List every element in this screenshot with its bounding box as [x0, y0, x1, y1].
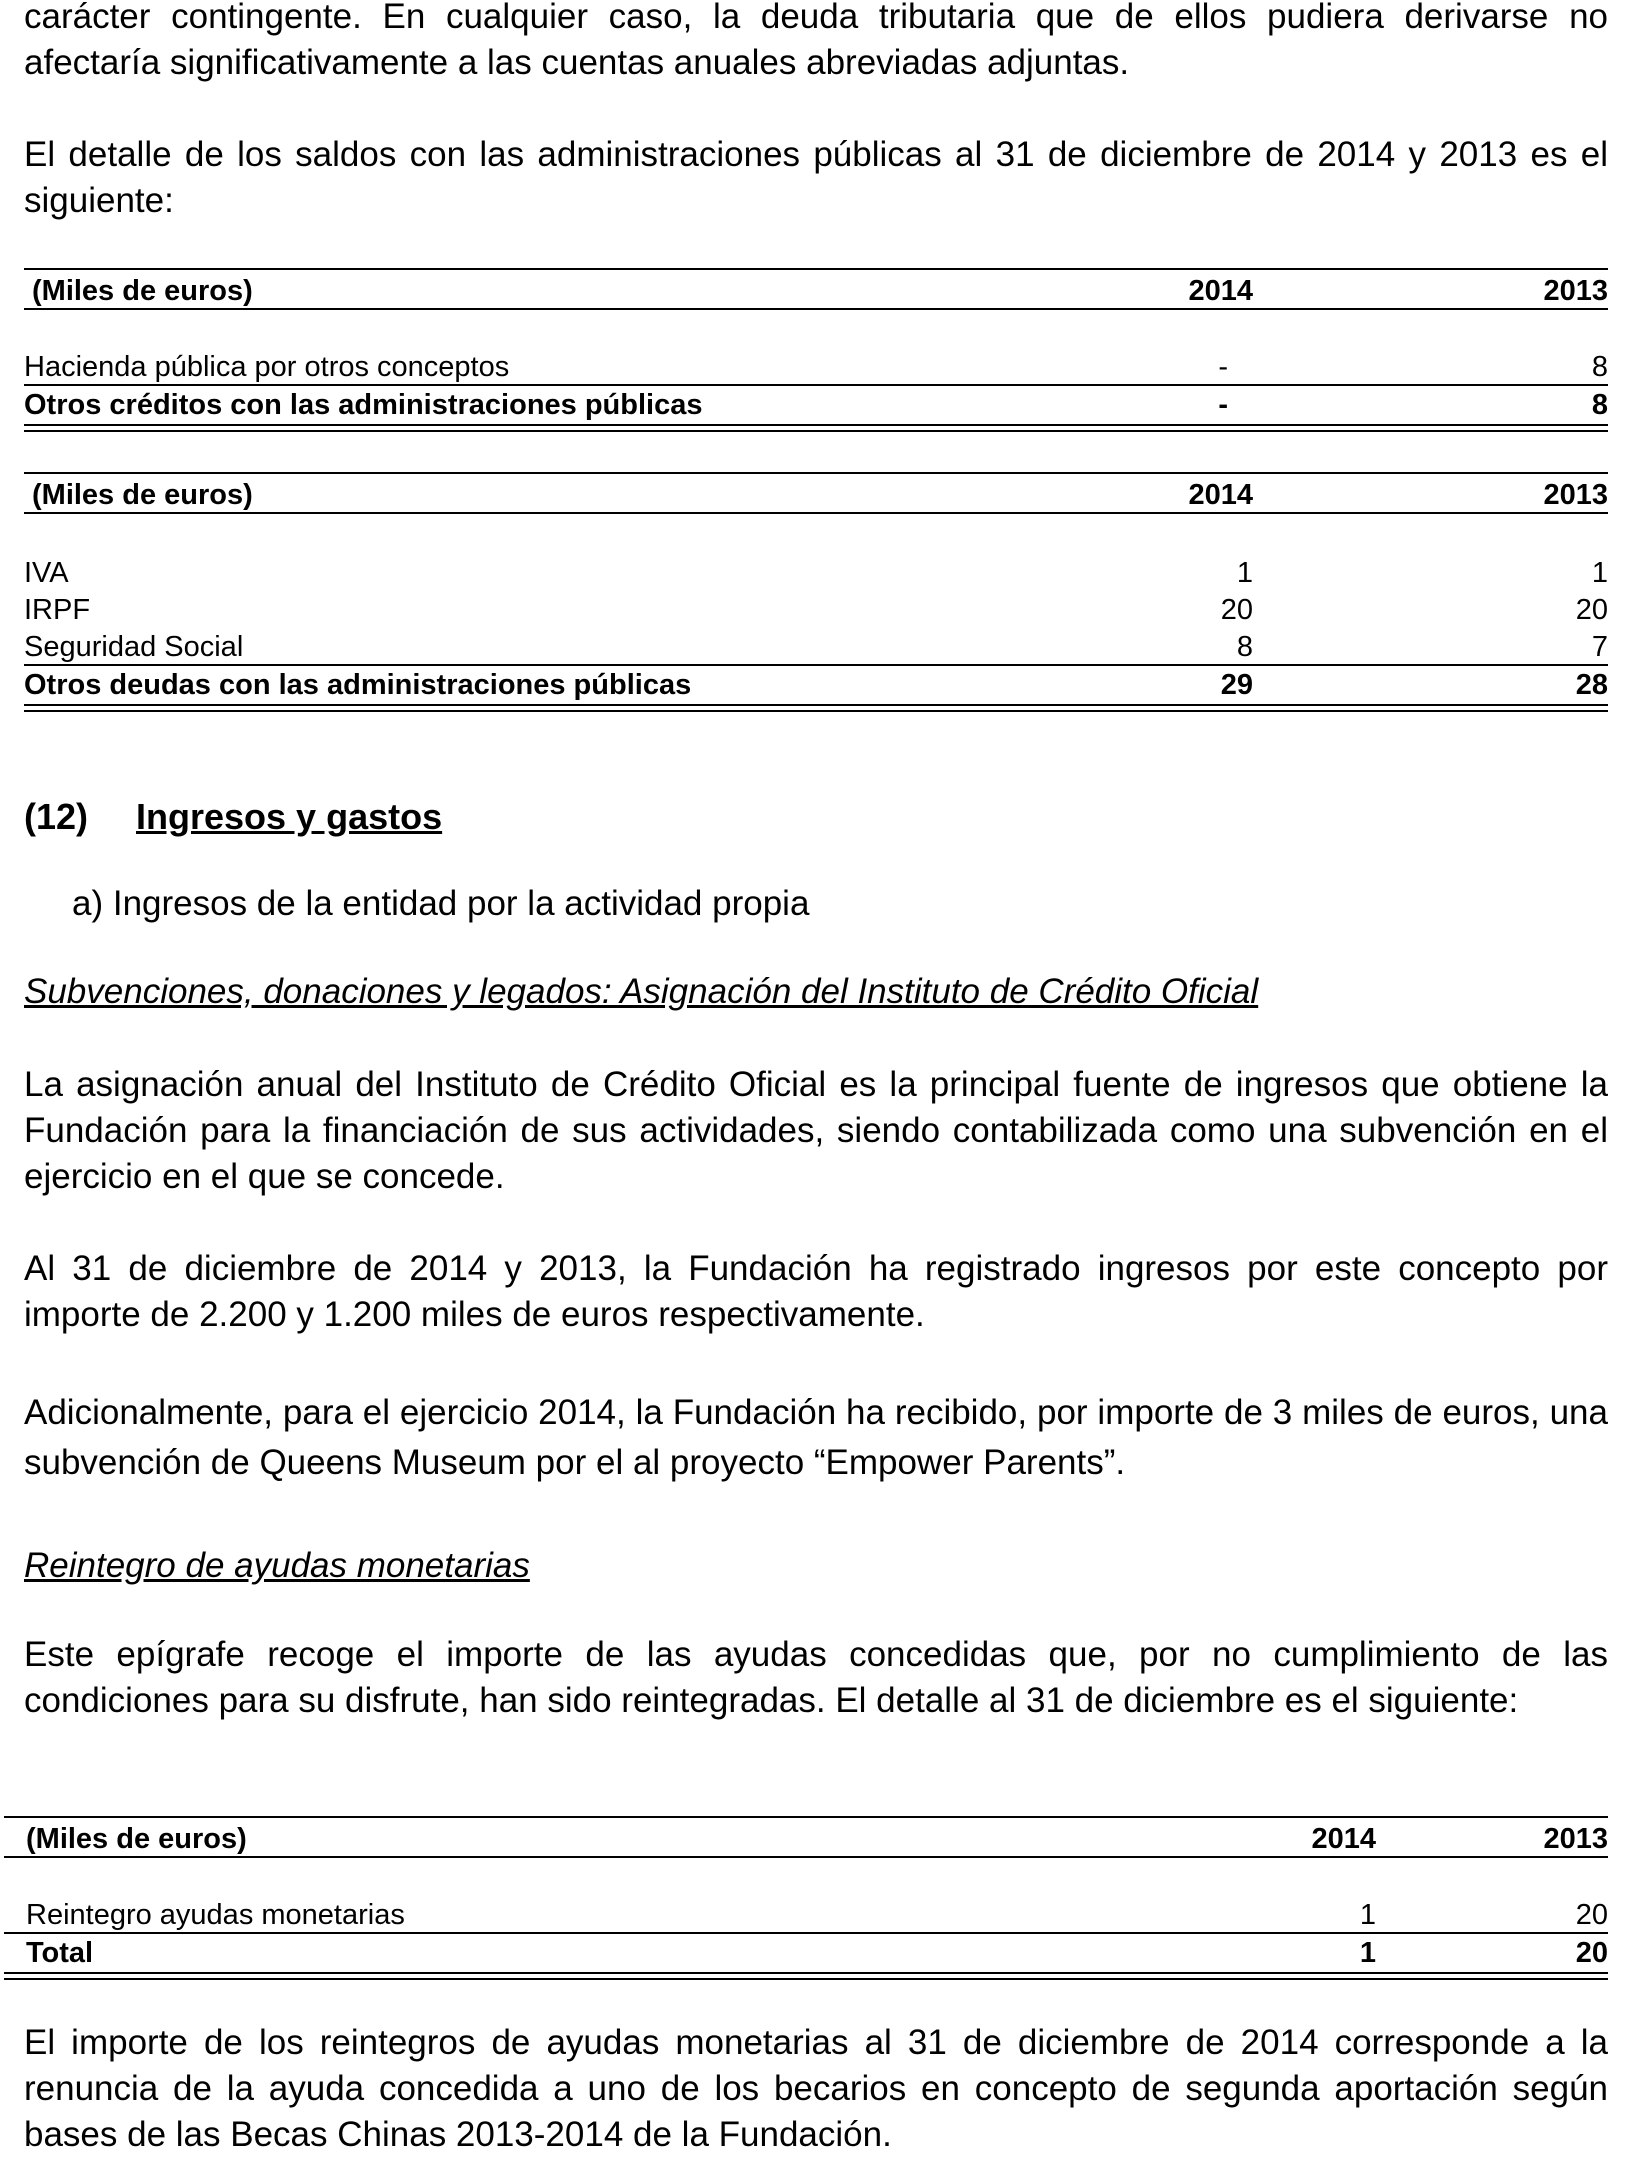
row-value-2013: 7	[1591, 631, 1608, 663]
total-value-2013: 28	[1575, 669, 1608, 701]
table-top-rule	[24, 472, 1608, 474]
paragraph-becas-chinas: El importe de los reintegros de ayudas monetarias al 31 de diciembre de 2014 corresponde a la renuncia de la ayuda concedida a uno de los becarios en concepto de segunda aportación según bases de las Becas Chinas 2013-2014 de la Fundación.	[24, 2023, 1608, 2154]
table-double-rule	[24, 704, 1608, 712]
table-double-rule	[24, 424, 1608, 432]
table-total-row	[24, 666, 1608, 702]
table-row	[24, 591, 1608, 627]
row-value-2013: 20	[1575, 1899, 1608, 1931]
paragraph-reintegro-detalle: Este epígrafe recoge el importe de las ayudas concedidas que, por no cumplimiento de las condiciones para su disfrute, han sido reintegradas. El detalle al 31 de diciembre es el siguiente:	[24, 1635, 1608, 1720]
table-header-row	[4, 1820, 1608, 1856]
row-label: IVA	[24, 557, 69, 589]
table-top-rule	[24, 268, 1608, 270]
row-value-2013: 1	[1591, 557, 1608, 589]
row-label: Reintegro ayudas monetarias	[26, 1899, 405, 1931]
total-value-2014: 1	[1359, 1937, 1376, 1969]
total-value-2013: 8	[1591, 389, 1608, 421]
table-header-2013: 2013	[1543, 275, 1608, 307]
row-label: IRPF	[24, 594, 91, 626]
section-number: (12)	[24, 796, 89, 837]
table-header-label: (Miles de euros)	[26, 1823, 247, 1855]
list-item-a: a) Ingresos de la entidad por la actividad propia	[72, 884, 810, 923]
table-header-rule	[4, 1856, 1608, 1858]
table-header-rule	[24, 308, 1608, 310]
table-header-label: (Miles de euros)	[32, 275, 253, 307]
table-otros-creditos	[24, 268, 1608, 428]
paragraph-ingresos: Al 31 de diciembre de 2014 y 2013, la Fundación ha registrado ingresos por este concepto por importe de 2.200 y 1.200 miles de euros respectivamente.	[24, 1249, 1608, 1334]
row-value-2014: 8	[1236, 631, 1253, 663]
table-header-2014: 2014	[1311, 1823, 1376, 1855]
table-header-2013: 2013	[1543, 479, 1608, 511]
total-value-2014: -	[1218, 389, 1228, 421]
table-total-row	[24, 386, 1608, 422]
row-value-2013: 8	[1591, 351, 1608, 383]
section-title: Ingresos y gastos	[136, 796, 443, 837]
table-row	[24, 554, 1608, 590]
table-header-rule	[24, 512, 1608, 514]
row-label: Hacienda pública por otros conceptos	[24, 351, 510, 383]
table-header-2014: 2014	[1188, 479, 1253, 511]
row-value-2014: 1	[1359, 1899, 1376, 1931]
table-header-row	[24, 272, 1608, 308]
subheading-reintegro: Reintegro de ayudas monetarias	[24, 1546, 530, 1585]
row-value-2013: 20	[1575, 594, 1608, 626]
paragraph-tax-debt: carácter contingente. En cualquier caso, la deuda tributaria que de ellos pudiera derivarse no afectaría significativamente a las cuentas anuales abreviadas adjuntas.	[24, 0, 1608, 82]
total-value-2014: 29	[1220, 669, 1253, 701]
section-heading	[24, 796, 1608, 840]
row-value-2014: 1	[1236, 557, 1253, 589]
table-row	[24, 628, 1608, 664]
table-top-rule	[4, 1816, 1608, 1818]
table-reintegro	[4, 1816, 1608, 1976]
table-header-2014: 2014	[1188, 275, 1253, 307]
subheading-subvenciones: Subvenciones, donaciones y legados: Asignación del Instituto de Crédito Oficial	[24, 972, 1259, 1011]
total-label: Total	[26, 1937, 94, 1969]
table-header-label: (Miles de euros)	[32, 479, 253, 511]
paragraph-asignacion: La asignación anual del Instituto de Crédito Oficial es la principal fuente de ingresos que obtiene la Fundación para la financiación de sus actividades, siendo contabilizada como una subvención en el ejercicio en el que se concede.	[24, 1065, 1608, 1196]
total-label: Otros créditos con las administraciones públicas	[24, 389, 703, 421]
paragraph-queens-museum: Adicionalmente, para el ejercicio 2014, la Fundación ha recibido, por importe de 3 miles de euros, una subvención de Queens Museum por el al proyecto “Empower Parents”.	[24, 1393, 1608, 1482]
table-header-row	[24, 476, 1608, 512]
table-header-2013: 2013	[1543, 1823, 1608, 1855]
row-label: Seguridad Social	[24, 631, 244, 663]
table-row	[4, 1896, 1608, 1932]
row-value-2014: -	[1218, 351, 1228, 383]
paragraph-balances-intro: El detalle de los saldos con las administraciones públicas al 31 de diciembre de 2014 y 2013 es el siguiente:	[24, 135, 1608, 220]
table-otras-deudas	[24, 472, 1608, 712]
table-total-row	[4, 1934, 1608, 1970]
table-row	[24, 348, 1608, 384]
total-label: Otros deudas con las administraciones públicas	[24, 669, 692, 701]
total-value-2013: 20	[1575, 1937, 1608, 1969]
table-double-rule	[4, 1972, 1608, 1980]
row-value-2014: 20	[1220, 594, 1253, 626]
